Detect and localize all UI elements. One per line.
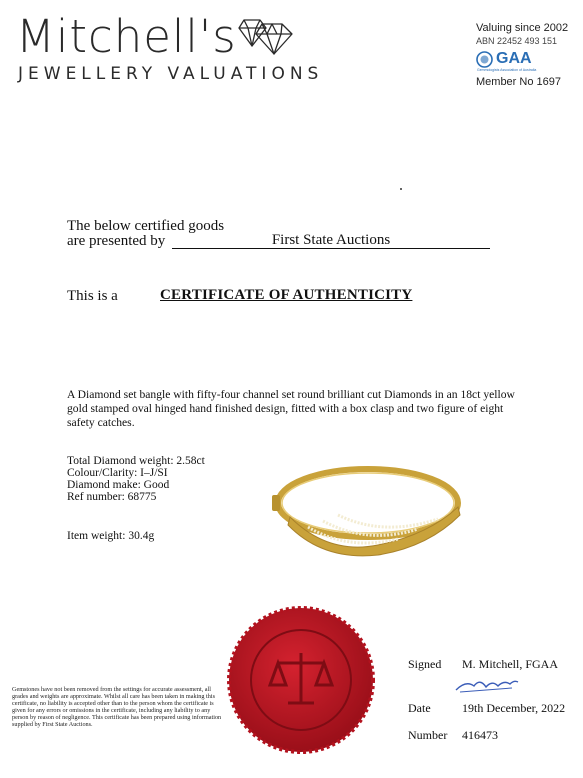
gaa-subtitle: Gemmologists Association of Australia <box>477 68 537 72</box>
gaa-logo <box>476 50 532 68</box>
item-description: A Diamond set bangle with fifty-four channel set round brilliant cut Diamonds in an 18ct yellow gold stamped oval hinged hand finished design, fitted with a box clasp and two figure of eight safety catches. <box>67 388 515 429</box>
diamond-logo-icon <box>238 16 294 61</box>
spec-colour-clarity: Colour/Clarity: I–J/SI <box>67 467 168 479</box>
gaa-logo-text: GAA <box>496 50 532 67</box>
valuing-since: Valuing since 2002 <box>476 22 569 34</box>
date-value: 19th December, 2022 <box>462 701 566 715</box>
brand-name: Mitchell's <box>16 10 237 63</box>
spec-diamond-make: Diamond make: Good <box>67 479 170 491</box>
number-value: 416473 <box>462 728 498 742</box>
bangle-photo <box>268 455 473 565</box>
presenter-name: First State Auctions <box>172 233 490 249</box>
member-number: Member No 1697 <box>476 76 561 88</box>
number-label: Number <box>408 728 448 742</box>
signature-mark <box>452 674 522 701</box>
intro-line2: are presented by <box>67 233 166 249</box>
date-label: Date <box>408 701 431 715</box>
stray-dot <box>400 188 402 190</box>
signed-label: Signed <box>408 657 442 671</box>
spec-item-weight: Item weight: 30.4g <box>67 530 155 542</box>
abn-number: ABN 22452 493 151 <box>476 36 558 46</box>
gaa-emblem-icon <box>476 51 493 68</box>
certificate-title: CERTIFICATE OF AUTHENTICITY <box>160 287 413 303</box>
certificate-prefix: This is a <box>67 288 118 304</box>
disclaimer-text: Gemstones have not been removed from the settings for accurate assessment, all grades and weights are approximate. Whilst all care has been taken in making this certificate, no liability is accepted other than to the person whom the certificate is given for any errors or omissions in the certificate, including any liability to any person by reason of negligence. This certificate has been prepared using information supplied by First State Auctions. <box>12 686 222 728</box>
signed-value: M. Mitchell, FGAA <box>462 657 558 671</box>
spec-diamond-weight: Total Diamond weight: 2.58ct <box>67 455 205 467</box>
wax-seal <box>226 605 376 760</box>
spec-ref-number: Ref number: 68775 <box>67 491 157 503</box>
intro-line1: The below certified goods <box>67 218 225 234</box>
brand-tagline: JEWELLERY VALUATIONS <box>18 64 324 84</box>
